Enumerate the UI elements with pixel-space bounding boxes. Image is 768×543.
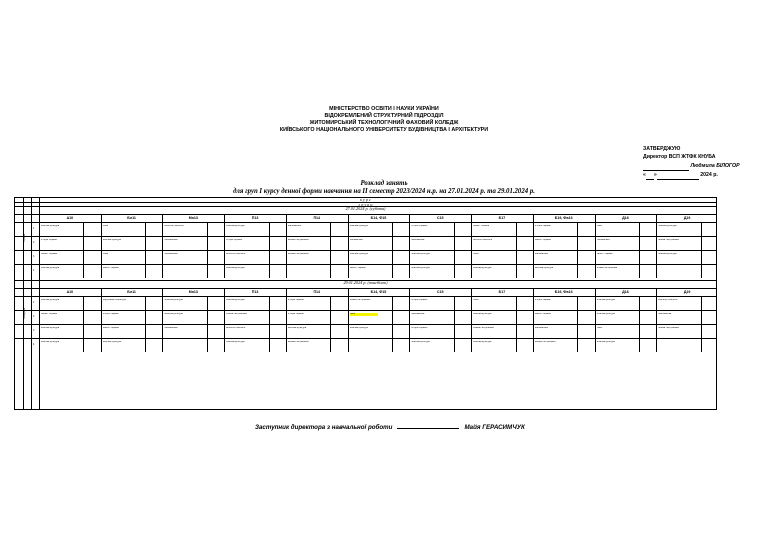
lesson-cell: Фізична культура xyxy=(473,313,492,315)
day-label: 29.01.2024 р. (понеділок) xyxy=(343,280,388,285)
subcolumn-line xyxy=(701,324,702,338)
date-year: 2024 р. xyxy=(700,171,718,178)
lesson-row xyxy=(15,236,716,237)
lesson-cell: Захист України xyxy=(41,313,58,315)
lesson-number: 1 xyxy=(33,227,35,230)
group-name: Д18 xyxy=(622,216,629,220)
lesson-cell: Математика xyxy=(164,327,178,329)
subcolumn-line xyxy=(392,236,393,250)
subcolumn-line xyxy=(330,338,331,352)
lesson-number: 3 xyxy=(33,329,35,332)
lesson-row xyxy=(15,310,716,311)
column-line xyxy=(409,214,410,278)
subcolumn-line xyxy=(269,310,270,324)
group-name: П13 xyxy=(251,290,259,294)
subcolumn-line xyxy=(207,222,208,236)
lesson-cell: Математика xyxy=(534,253,548,255)
lesson-cell: Захист України xyxy=(102,267,119,269)
lesson-cell: Фізична культура xyxy=(164,299,183,301)
subcolumn-line xyxy=(207,250,208,264)
lesson-row xyxy=(15,250,716,251)
subcolumn-line xyxy=(330,296,331,310)
lesson-cell: Фізична культура xyxy=(473,267,492,269)
subcolumn-line xyxy=(145,338,146,352)
lesson-cell: Хімія xyxy=(473,299,479,301)
subcolumn-line xyxy=(392,250,393,264)
subcolumn-line xyxy=(577,324,578,338)
subcolumn-line xyxy=(639,310,640,324)
lesson-cell: Зарубіжна література xyxy=(102,299,126,301)
lesson-cell: Фізична культура xyxy=(473,341,492,343)
lesson-cell: Фізика і астрономія xyxy=(473,327,494,329)
date-quote-open: « xyxy=(643,171,646,178)
lesson-cell: Історія України xyxy=(534,299,551,301)
subcolumn-line xyxy=(516,296,517,310)
lesson-cell: Фізична культура xyxy=(102,341,121,343)
column-line xyxy=(286,288,287,352)
lesson-cell: Фізична культура xyxy=(226,299,245,301)
subcolumn-line xyxy=(516,324,517,338)
approval-position: Директор ВСП ЖТФК КНУБА xyxy=(643,154,716,161)
frame-line xyxy=(23,198,24,409)
subcolumn-line xyxy=(392,222,393,236)
schedule-table xyxy=(14,197,717,410)
lesson-cell: Фізична культура xyxy=(534,267,554,269)
lesson-cell: Фізика і астрономія xyxy=(658,327,679,329)
group-name: Мн13 xyxy=(188,290,198,294)
subcolumn-line xyxy=(639,296,640,310)
lesson-cell: Математика xyxy=(596,239,610,241)
lesson-cell: Математика xyxy=(164,253,178,255)
lesson-cell: Хімія xyxy=(102,253,109,255)
lesson-number: 2 xyxy=(33,241,35,244)
subcolumn-line xyxy=(516,338,517,352)
lesson-number: 1 xyxy=(33,301,35,304)
footer-signer: Майя ГЕРАСИМЧУК xyxy=(464,424,525,431)
lesson-cell: Історія України xyxy=(411,299,428,301)
lesson-cell: Фізична культура xyxy=(349,327,368,329)
group-name: Д18 xyxy=(622,290,629,294)
column-line xyxy=(162,288,163,352)
subcolumn-line xyxy=(330,310,331,324)
group-name: А10 xyxy=(66,290,74,294)
lesson-cell: Фізика і астрономія xyxy=(226,313,247,315)
subcolumn-line xyxy=(269,222,270,236)
subcolumn-line xyxy=(83,222,84,236)
subcolumn-line xyxy=(577,236,578,250)
lesson-cell: Фізика і астрономія xyxy=(287,239,309,241)
lesson-cell: Хімія xyxy=(473,253,479,255)
subcolumn-line xyxy=(269,264,270,278)
day-side-label: Понеділок xyxy=(24,308,26,319)
group-name-row xyxy=(15,214,716,215)
group-name: Д19 xyxy=(683,216,691,220)
subcolumn-line xyxy=(207,296,208,310)
subcolumn-line xyxy=(392,296,393,310)
lesson-cell: Захист України xyxy=(473,225,490,227)
subcolumn-line xyxy=(269,324,270,338)
subcolumn-line xyxy=(145,296,146,310)
subcolumn-line xyxy=(269,296,270,310)
lesson-cell: Математика xyxy=(534,327,548,329)
lesson-cell: Захист України xyxy=(534,239,551,241)
subcolumn-line xyxy=(392,264,393,278)
group-name: С15 xyxy=(436,290,444,294)
column-line xyxy=(471,214,472,278)
footer-signature xyxy=(255,424,525,431)
ministry-title: МІНІСТЕРСТВО ОСВІТИ І НАУКИ УКРАЇНИ xyxy=(329,106,439,112)
lesson-cell: Фізична культура xyxy=(41,327,60,329)
subcolumn-line xyxy=(207,264,208,278)
lesson-cell: Біологія і екологія xyxy=(226,253,246,255)
signature-line xyxy=(397,428,459,429)
group-name-row xyxy=(15,288,716,289)
subcolumn-line xyxy=(269,250,270,264)
lesson-cell: Історія України xyxy=(411,225,428,227)
column-line xyxy=(286,214,287,278)
approval-signer-name: Людмила БІЛОГОР xyxy=(690,162,740,169)
lesson-cell: Математика xyxy=(411,239,425,241)
lesson-cell: Біологія і екологія xyxy=(658,299,678,301)
group-name: П14 xyxy=(313,290,321,294)
column-line xyxy=(224,214,225,278)
lesson-cell: Історія України xyxy=(287,299,304,301)
subcolumn-line xyxy=(454,264,455,278)
lesson-cell: Фізична культура xyxy=(226,267,245,269)
subcolumn-line xyxy=(145,222,146,236)
lesson-cell: Хімія xyxy=(102,225,109,227)
column-line xyxy=(39,288,40,352)
subcolumn-line xyxy=(454,250,455,264)
lesson-cell: Фізична культура xyxy=(164,313,183,315)
lesson-cell: Історія України xyxy=(226,239,243,241)
lesson-cell: Фізична культура xyxy=(41,267,60,269)
lesson-cell: Хімія xyxy=(350,313,379,316)
lesson-row xyxy=(15,264,716,265)
group-name: Б19, Фв16 xyxy=(554,290,573,294)
column-line xyxy=(409,288,410,352)
column-line xyxy=(656,288,657,352)
subcolumn-line xyxy=(207,324,208,338)
lesson-cell: Фізика і астрономія xyxy=(596,267,618,269)
approval-date xyxy=(643,171,740,180)
footer-deputy: Заступник директора з навчальної роботи xyxy=(255,424,393,431)
subcolumn-line xyxy=(83,338,84,352)
column-line xyxy=(101,288,102,352)
group-name: Бл11 xyxy=(127,290,136,294)
lesson-row xyxy=(15,324,716,325)
column-line xyxy=(533,288,534,352)
lesson-cell: Математика xyxy=(349,239,363,241)
subcolumn-line xyxy=(145,236,146,250)
subcolumn-line xyxy=(269,338,270,352)
subcolumn-line xyxy=(701,250,702,264)
subcolumn-line xyxy=(639,338,640,352)
subcolumn-line xyxy=(269,236,270,250)
lesson-row xyxy=(15,296,716,297)
lesson-cell: Фізична культура xyxy=(596,313,615,315)
subcolumn-line xyxy=(454,324,455,338)
column-line xyxy=(471,288,472,352)
subcolumn-line xyxy=(639,250,640,264)
lesson-cell: Історія України xyxy=(287,313,304,315)
subcolumn-line xyxy=(330,264,331,278)
lesson-cell: Захист України xyxy=(349,267,366,269)
subcolumn-line xyxy=(701,338,702,352)
subcolumn-line xyxy=(83,310,84,324)
subcolumn-line xyxy=(516,310,517,324)
date-quote-close: » xyxy=(653,171,657,178)
lesson-cell: Історія України xyxy=(102,313,119,315)
unit-title: ВІДОКРЕМЛЕНИЙ СТРУКТУРНИЙ ПІДРОЗДІЛ xyxy=(324,113,444,119)
lesson-cell: Математика xyxy=(658,313,672,315)
subcolumn-line xyxy=(454,236,455,250)
subcolumn-line xyxy=(83,250,84,264)
subcolumn-line xyxy=(516,222,517,236)
lesson-cell: Історія України xyxy=(411,327,428,329)
subcolumn-line xyxy=(145,264,146,278)
subcolumn-line xyxy=(577,310,578,324)
lesson-cell: Захист України xyxy=(596,253,613,255)
lesson-cell: Фізична культура xyxy=(658,225,677,227)
column-line xyxy=(533,214,534,278)
lesson-number: 4 xyxy=(33,269,35,272)
subcolumn-line xyxy=(207,236,208,250)
lesson-number: 3 xyxy=(33,255,35,258)
subcolumn-line xyxy=(83,296,84,310)
subcolumn-line xyxy=(639,222,640,236)
subcolumn-line xyxy=(516,264,517,278)
lesson-cell: Фізична культура xyxy=(411,267,430,269)
subcolumn-line xyxy=(701,264,702,278)
lesson-cell: Фізична культура xyxy=(658,253,677,255)
group-name: Б17 xyxy=(498,216,506,220)
lesson-cell: Фізична культура xyxy=(41,341,60,343)
frame-line xyxy=(31,198,35,409)
lesson-cell: Історія України xyxy=(534,225,551,227)
subcolumn-line xyxy=(577,264,578,278)
column-line xyxy=(224,288,225,352)
subcolumn-line xyxy=(330,222,331,236)
lesson-cell: Математика xyxy=(411,313,425,315)
column-line xyxy=(656,214,657,278)
day-side-label: Субота xyxy=(24,234,26,242)
lesson-cell: Фізична культура xyxy=(102,239,121,241)
group-name: Б19, Фв16 xyxy=(554,216,573,220)
lesson-cell: Біологія і екологія xyxy=(226,327,246,329)
group-name: Б17 xyxy=(498,290,506,294)
subcolumn-line xyxy=(639,236,640,250)
lesson-row xyxy=(15,222,716,223)
subcolumn-line xyxy=(392,324,393,338)
schedule-title: Розклад занять xyxy=(360,180,408,187)
column-line xyxy=(595,214,596,278)
subcolumn-line xyxy=(454,310,455,324)
column-line xyxy=(101,214,102,278)
group-name: Д19 xyxy=(683,290,691,294)
subcolumn-line xyxy=(454,222,455,236)
subcolumn-line xyxy=(516,236,517,250)
group-name: Мн13 xyxy=(188,216,198,220)
lesson-cell: Захист України xyxy=(41,253,58,255)
subcolumn-line xyxy=(577,296,578,310)
group-name: Бл11 xyxy=(127,216,136,220)
subcolumn-line xyxy=(145,324,146,338)
subcolumn-line xyxy=(577,222,578,236)
course-label: к у р с xyxy=(360,197,371,202)
lesson-number: 2 xyxy=(33,315,35,318)
day-label: 27.01.2024 р. (субота) xyxy=(345,206,386,211)
lesson-row xyxy=(15,338,716,339)
subcolumn-line xyxy=(701,222,702,236)
college-title: ЖИТОМИРСЬКИЙ ТЕХНОЛОГІЧНИЙ ФАХОВИЙ КОЛЕДЖ xyxy=(309,120,459,126)
group-name: С15 xyxy=(436,216,444,220)
lesson-cell: Фізична культура xyxy=(226,341,245,343)
approval-block xyxy=(643,145,740,180)
approval-signer xyxy=(643,162,740,171)
lesson-cell: Математика xyxy=(164,239,178,241)
approval-word: ЗАТВЕРДЖУЮ xyxy=(643,146,681,152)
group-name: Б14, Ф15 xyxy=(370,216,387,220)
lesson-cell: Фізична культура xyxy=(596,299,615,301)
lesson-cell: Фізика і астрономія xyxy=(287,253,309,255)
subcolumn-line xyxy=(454,338,455,352)
subcolumn-line xyxy=(701,236,702,250)
lesson-cell: Фізична культура xyxy=(411,341,430,343)
university-title: КИЇВСЬКОГО НАЦІОНАЛЬНОГО УНІВЕРСИТЕТУ БУДІВНИЦТВА І АРХІТЕКТУРИ xyxy=(279,127,489,133)
lesson-cell: Фізика і астрономія xyxy=(349,299,371,301)
column-line xyxy=(162,214,163,278)
subcolumn-line xyxy=(516,250,517,264)
lesson-cell: Біологія і екологія xyxy=(164,225,184,227)
group-name: П13 xyxy=(251,216,259,220)
schedule-subtitle: для груп I курсу денної форми навчання на II семестр 2023/2024 н.р. на 27.01.2024 р. та 29.01.2024 р. xyxy=(233,188,535,195)
column-line xyxy=(39,214,40,278)
column-line xyxy=(348,214,349,278)
subcolumn-line xyxy=(701,296,702,310)
subcolumn-line xyxy=(577,338,578,352)
subcolumn-line xyxy=(330,324,331,338)
lesson-cell: Фізична культура xyxy=(596,341,615,343)
lesson-cell: Фізична культура xyxy=(349,225,368,227)
lesson-cell: Фізична культура xyxy=(349,253,368,255)
subcolumn-line xyxy=(83,264,84,278)
lesson-cell: Захист України xyxy=(534,313,551,315)
lesson-cell: Фізична культура xyxy=(226,225,245,227)
subcolumn-line xyxy=(639,324,640,338)
subcolumn-line xyxy=(577,250,578,264)
groups-label: г р у п и xyxy=(358,202,373,207)
group-name: А10 xyxy=(66,216,74,220)
lesson-cell: Фізика і астрономія xyxy=(658,239,679,241)
lesson-cell: Історія України xyxy=(41,239,57,241)
subcolumn-line xyxy=(330,250,331,264)
subcolumn-line xyxy=(639,264,640,278)
lesson-number: 4 xyxy=(33,343,35,346)
lesson-cell: Фізична культура xyxy=(411,253,430,255)
group-name: Б14, Ф15 xyxy=(370,290,387,294)
lesson-cell: Хімія xyxy=(596,327,602,329)
subcolumn-line xyxy=(701,310,702,324)
group-name: П14 xyxy=(313,216,321,220)
subcolumn-line xyxy=(207,338,208,352)
subcolumn-line xyxy=(392,310,393,324)
subcolumn-line xyxy=(83,236,84,250)
subcolumn-line xyxy=(392,338,393,352)
subcolumn-line xyxy=(145,310,146,324)
subcolumn-line xyxy=(145,250,146,264)
lesson-cell: Захист України xyxy=(102,327,119,329)
lesson-cell: Хімія xyxy=(596,225,602,227)
lesson-cell: Фізика і астрономія xyxy=(534,341,556,343)
column-line xyxy=(348,288,349,352)
lesson-cell: Біологія і екологія xyxy=(473,239,493,241)
subcolumn-line xyxy=(83,324,84,338)
lesson-cell: Математика xyxy=(287,225,301,227)
subcolumn-line xyxy=(454,296,455,310)
lesson-cell: Фізика і астрономія xyxy=(287,341,309,343)
subcolumn-line xyxy=(330,236,331,250)
column-line xyxy=(595,288,596,352)
lesson-cell: Фізична культура xyxy=(287,327,307,329)
lesson-cell: Фізична культура xyxy=(41,225,60,227)
lesson-cell: Фізична культура xyxy=(41,299,60,301)
subcolumn-line xyxy=(207,310,208,324)
